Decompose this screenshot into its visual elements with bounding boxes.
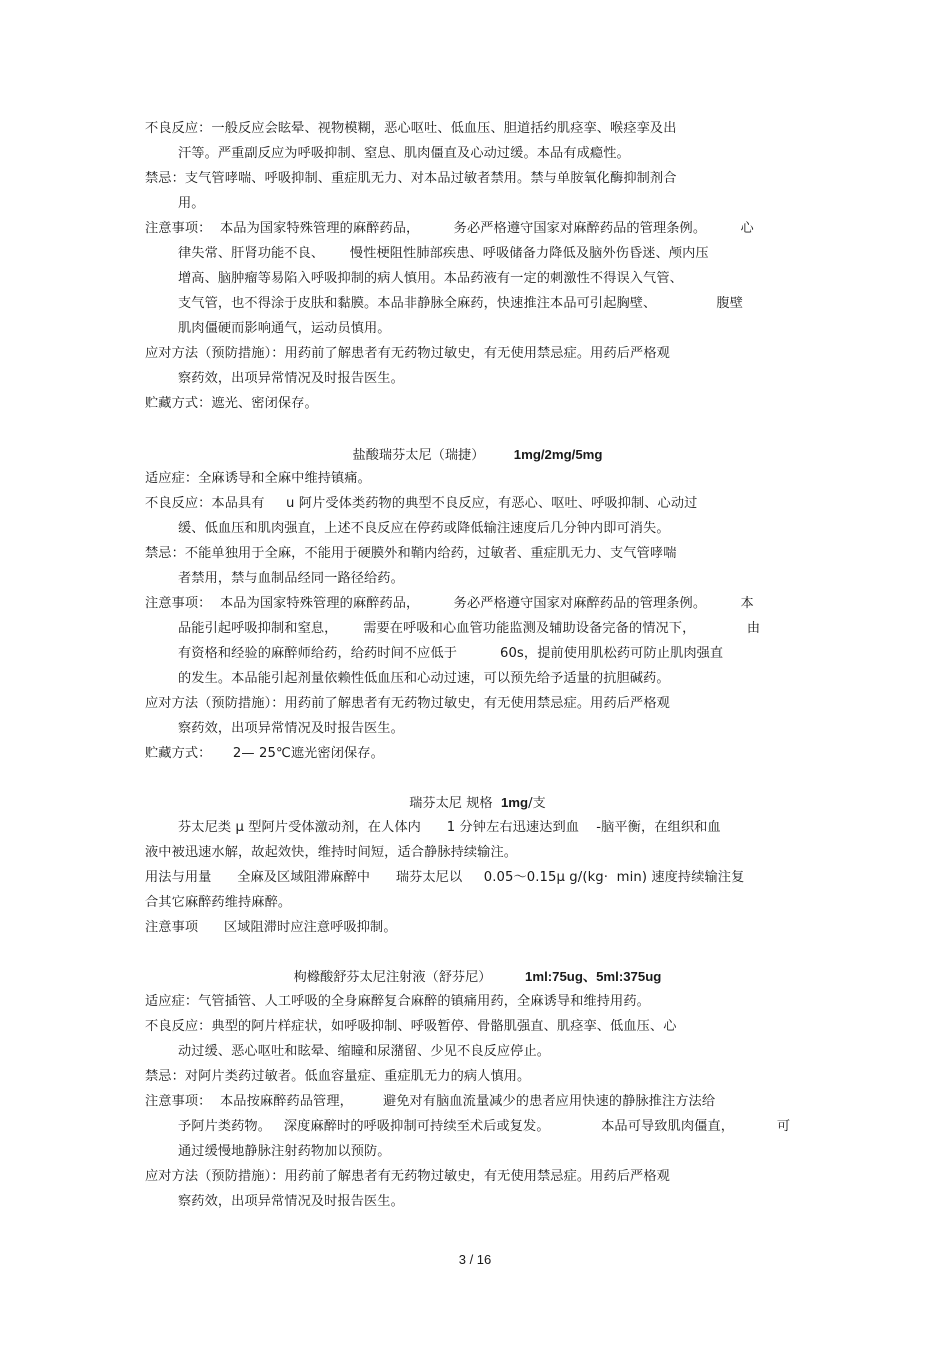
section-2-title bbox=[145, 445, 810, 466]
text-line: 适应症：气管插管、人工呼吸的全身麻醉复合麻醉的镇痛用药，全麻诱导和维持用药。 bbox=[145, 994, 650, 1009]
section-3-title bbox=[145, 793, 810, 814]
text-line: 察药效，出项异常情况及时报告医生。 bbox=[178, 371, 404, 386]
text-line: 的发生。本品能引起剂量依赖性低血压和心动过速，可以预先给予适量的抗胆碱药。 bbox=[178, 671, 670, 686]
text-line: 不良反应：本品具有 u 阿片受体类药物的典型不良反应，有恶心、呕吐、呼吸抑制、心动过 bbox=[145, 496, 698, 511]
text-line: 汗等。严重副反应为呼吸抑制、窒息、肌肉僵直及心动过缓。本品有成瘾性。 bbox=[178, 146, 630, 161]
drug-name: 盐酸瑞芬太尼（瑞捷） bbox=[352, 448, 485, 463]
paragraph-indications bbox=[145, 466, 810, 491]
paragraph-contraindications bbox=[145, 166, 810, 216]
drug-name: 枸橼酸舒芬太尼注射液（舒芬尼） bbox=[293, 970, 492, 985]
page-number: 3 / 16 bbox=[458, 1252, 492, 1267]
paragraph-precautions bbox=[145, 915, 810, 940]
text-line: 禁忌：不能单独用于全麻，不能用于硬膜外和鞘内给药，过敏者、重症肌无力、支气管哮喘 bbox=[145, 546, 677, 561]
text-line: 不良反应：一般反应会眩晕、视物模糊，恶心呕吐、低血压、胆道括约肌痉挛、喉痉挛及出 bbox=[145, 121, 677, 136]
text-line: 支气管，也不得涂于皮肤和黏膜。本品非静脉全麻药，快速推注本品可引起胸壁、 腹壁 bbox=[178, 296, 744, 311]
section-4 bbox=[145, 989, 810, 1214]
section-4-title bbox=[145, 967, 810, 988]
section-1 bbox=[145, 116, 810, 416]
text-line: 察药效，出项异常情况及时报告医生。 bbox=[178, 721, 404, 736]
text-line: 应对方法（预防措施）：用药前了解患者有无药物过敏史，有无使用禁忌症。用药后严格观 bbox=[145, 1169, 670, 1184]
drug-spec-suffix: /支 bbox=[528, 796, 546, 811]
drug-spec: 1mg bbox=[500, 795, 529, 810]
text-line: 有资格和经验的麻醉师给药，给药时间不应低于 60s，提前使用肌松药可防止肌肉强直 bbox=[178, 646, 724, 661]
text-line: 用。 bbox=[178, 196, 205, 211]
paragraph-precautions bbox=[145, 591, 810, 691]
paragraph-adverse-reactions bbox=[145, 491, 810, 541]
text-line: 液中被迅速水解，故起效快，维持时间短，适合静脉持续输注。 bbox=[145, 845, 518, 860]
text-line: 应对方法（预防措施）：用药前了解患者有无药物过敏史，有无使用禁忌症。用药后严格观 bbox=[145, 346, 670, 361]
text-line: 适应症：全麻诱导和全麻中维持镇痛。 bbox=[145, 471, 371, 486]
text-line: 注意事项 区域阻滞时应注意呼吸抑制。 bbox=[145, 920, 397, 935]
text-line: 用法与用量 全麻及区域阻滞麻醉中 瑞芬太尼以 0.05～0.15μ g/(kg· min) 速度持续输注复 bbox=[145, 870, 745, 885]
paragraph-storage bbox=[145, 391, 810, 416]
drug-spec: 1mg/2mg/5mg bbox=[513, 447, 603, 462]
text-line: 品能引起呼吸抑制和窒息， 需要在呼吸和心血管功能监测及辅助设备完备的情况下， 由 bbox=[178, 621, 761, 636]
paragraph-precautions bbox=[145, 216, 810, 341]
text-line: 注意事项： 本品为国家特殊管理的麻醉药品， 务必严格遵守国家对麻醉药品的管理条例。 本 bbox=[145, 596, 754, 611]
text-line: 注意事项： 本品按麻醉药品管理， 避免对有脑血流量减少的患者应用快速的静脉推注方法给 bbox=[145, 1094, 716, 1109]
text-line: 禁忌：对阿片类药过敏者。低血容量症、重症肌无力的病人慎用。 bbox=[145, 1069, 531, 1084]
text-line: 通过缓慢地静脉注射药物加以预防。 bbox=[178, 1144, 391, 1159]
paragraph-countermeasures bbox=[145, 1164, 810, 1214]
paragraph-adverse-reactions bbox=[145, 116, 810, 166]
text-line: 贮藏方式：遮光、密闭保存。 bbox=[145, 396, 318, 411]
section-3 bbox=[145, 815, 810, 940]
text-line: 察药效，出项异常情况及时报告医生。 bbox=[178, 1194, 404, 1209]
paragraph-countermeasures bbox=[145, 691, 810, 741]
paragraph-precautions bbox=[145, 1089, 810, 1164]
text-line: 合其它麻醉药维持麻醉。 bbox=[145, 895, 292, 910]
section-2 bbox=[145, 466, 810, 766]
text-line: 芬太尼类 μ 型阿片受体激动剂，在人体内 1 分钟左右迅速达到血 -脑平衡，在组织和血 bbox=[178, 820, 721, 835]
text-line: 应对方法（预防措施）：用药前了解患者有无药物过敏史，有无使用禁忌症。用药后严格观 bbox=[145, 696, 670, 711]
text-line: 贮藏方式： 2— 25℃遮光密闭保存。 bbox=[145, 746, 384, 761]
text-line: 律失常、肝肾功能不良、 慢性梗阻性肺部疾患、呼吸储备力降低及脑外伤昏迷、颅内压 bbox=[178, 246, 709, 261]
paragraph-countermeasures bbox=[145, 341, 810, 391]
text-line: 禁忌：支气管哮喘、呼吸抑制、重症肌无力、对本品过敏者禁用。禁与单胺氧化酶抑制剂合 bbox=[145, 171, 677, 186]
paragraph-contraindications bbox=[145, 541, 810, 591]
paragraph-indications bbox=[145, 989, 810, 1014]
drug-name: 瑞芬太尼 规格 bbox=[409, 796, 493, 811]
paragraph-description bbox=[145, 815, 810, 865]
paragraph-usage bbox=[145, 865, 810, 915]
paragraph-contraindications bbox=[145, 1064, 810, 1089]
text-line: 缓、低血压和肌肉强直，上述不良反应在停药或降低输注速度后几分钟内即可消失。 bbox=[178, 521, 670, 536]
text-line: 予阿片类药物。 深度麻醉时的呼吸抑制可持续至术后或复发。 本品可导致肌肉僵直， 可 bbox=[178, 1119, 791, 1134]
paragraph-adverse-reactions bbox=[145, 1014, 810, 1064]
text-line: 动过缓、恶心呕吐和眩晕、缩瞳和尿潴留、少见不良反应停止。 bbox=[178, 1044, 551, 1059]
text-line: 不良反应：典型的阿片样症状，如呼吸抑制、呼吸暂停、骨骼肌强直、肌痉挛、低血压、心 bbox=[145, 1019, 677, 1034]
text-line: 肌肉僵硬而影响通气，运动员慎用。 bbox=[178, 321, 391, 336]
paragraph-storage bbox=[145, 741, 810, 766]
drug-spec: 1ml:75ug、5ml:375ug bbox=[525, 969, 662, 984]
text-line: 者禁用，禁与血制品经同一路径给药。 bbox=[178, 571, 404, 586]
text-line: 增高、脑肿瘤等易陷入呼吸抑制的病人慎用。本品药液有一定的刺激性不得误入气管、 bbox=[178, 271, 683, 286]
text-line: 注意事项： 本品为国家特殊管理的麻醉药品， 务必严格遵守国家对麻醉药品的管理条例。 心 bbox=[145, 221, 754, 236]
